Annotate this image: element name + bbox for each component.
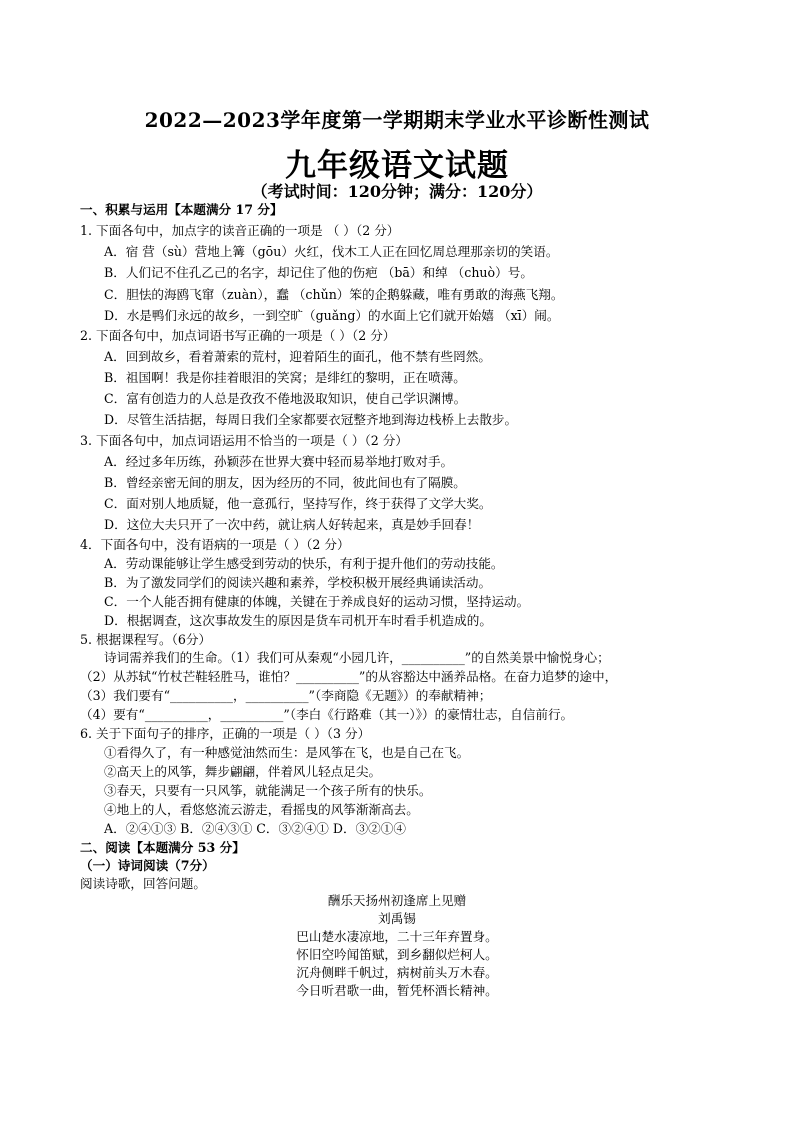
q3-option-d: D．这位大夫只开了一次中药，就让病人好转起来，真是妙手回春！: [104, 517, 480, 532]
q6-options: A．②④①③ B．②④③① C．③②④① D．③②①④: [104, 821, 406, 836]
q4-stem: 4．下面各句中，没有语病的一项是（ ）（2 分）: [80, 537, 350, 552]
q2-stem: 2. 下面各句中，加点词语书写正确的一项是（ ）（2 分）: [80, 328, 396, 343]
q2-option-a: A．回到故乡，看着萧索的荒村，迎着陌生的面孔，他不禁有些罔然。: [104, 349, 491, 364]
q4-option-c: C．一个人能否拥有健康的体魄，关键在于养成良好的运动习惯，坚持运动。: [104, 594, 530, 609]
q2-option-b: B．祖国啊！我是你挂着眼泪的笑窝；是绯红的黎明，正在喷薄。: [104, 370, 466, 385]
exam-time-score: （考试时间：120分钟；满分：120分）: [251, 182, 543, 201]
q6-sentence-1: ①看得久了，有一种感觉油然而生：是风筝在飞，也是自己在飞。: [104, 745, 470, 760]
poem-author: 刘禹锡: [378, 911, 416, 926]
reading-instruction: 阅读诗歌，回答问题。: [80, 876, 206, 891]
q2-option-d: D．尽管生活拮据，每周日我们全家都要衣冠整齐地到海边栈桥上去散步。: [104, 412, 518, 427]
poem-line: 沉舟侧畔千帆过，病树前头万木春。: [296, 965, 498, 980]
q3-option-b: B．曾经亲密无间的朋友，因为经历的不同，彼此间也有了隔膜。: [104, 475, 466, 490]
q4-option-a: A．劳动课能够让学生感受到劳动的快乐，有利于提升他们的劳动技能。: [104, 556, 504, 571]
q2-option-c: C．富有创造力的人总是孜孜不倦地汲取知识，使自己学识渊博。: [104, 391, 467, 406]
poem-title: 酬乐天扬州初逢席上见赠: [327, 893, 467, 908]
exam-title: 九年级语文试题: [285, 148, 509, 184]
poem-line: 怀旧空吟闻笛赋，到乡翻似烂柯人。: [296, 947, 498, 962]
poem-line: 巴山楚水凄凉地，二十三年弃置身。: [296, 929, 498, 944]
q5-line-2: （2）从苏轼“竹杖芒鞋轻胜马，谁怕？__________”的从容豁达中涵养品格。在奋力追梦的途中，: [80, 669, 618, 684]
q1-option-b: B．人们记不住孔乙己的名字，却记住了他的伤疤 （bā）和绰 （chuò）号。: [104, 265, 533, 280]
q1-stem: 1. 下面各句中，加点字的读音正确的一项是 （ ）（2 分）: [80, 223, 400, 238]
section2-title: 二、阅读【本题满分 53 分】: [80, 840, 245, 855]
q6-sentence-3: ③春天，只要有一只风筝，就能满足一个孩子所有的快乐。: [104, 783, 432, 798]
q5-stem: 5. 根据课程写。（6分）: [80, 632, 212, 647]
section1-title: 一、积累与运用【本题满分 17 分】: [80, 202, 283, 217]
q3-option-a: A．经过多年历练，孙颖莎在世界大赛中轻而易举地打败对手。: [104, 454, 454, 469]
exam-header-term: 2022—2023学年度第一学期期末学业水平诊断性测试: [144, 108, 650, 132]
q3-stem: 3. 下面各句中，加点词语运用不恰当的一项是（ ）（2 分）: [80, 433, 408, 448]
q3-option-c: C．面对别人地质疑，他一意孤行，坚持写作，终于获得了文学大奖。: [104, 496, 492, 511]
q1-option-c: C．胆怯的海鸥飞窜（zuàn），蠢 （chǔn）笨的企鹅躲藏，唯有勇敢的海燕飞翔。: [104, 287, 564, 302]
q1-option-d: D．水是鸭们永远的故乡，一到空旷（guǎng）的水面上它们就开始嬉 （xī）闹。: [104, 308, 560, 323]
q4-option-d: D．根据调查，这次事故发生的原因是货车司机开车时看手机造成的。: [104, 613, 492, 628]
q5-line-4: （4）要有“__________，__________”（李白《行路难（其一）》）的豪情壮志，自信前行。: [80, 707, 574, 722]
q6-sentence-2: ②高天上的风筝，舞步翩翩，伴着风儿轻点足尖。: [104, 764, 382, 779]
q4-option-b: B．为了激发同学们的阅读兴趣和素养，学校积极开展经典诵读活动。: [104, 575, 492, 590]
q6-sentence-4: ④地上的人，看悠悠流云游走，看摇曳的风筝渐渐高去。: [104, 802, 419, 817]
q6-stem: 6. 关于下面句子的排序，正确的一项是（ ）（3 分）: [80, 726, 371, 741]
q1-option-a: A．宿 营（sù）营地上篝（gōu）火红，伐木工人正在回忆周总理那亲切的笑语。: [104, 244, 559, 259]
section2-sub1: （一）诗词阅读（7分）: [80, 858, 215, 873]
q5-line-3: （3）我们要有“__________，__________”（李商隐《无题》）的奉献精神；: [80, 688, 492, 703]
poem-line: 今日听君歌一曲，暂凭杯酒长精神。: [296, 983, 498, 998]
q5-line-1: 诗词需养我们的生命。（1）我们可从秦观“小园几许，__________”的自然美景中愉悦身心；: [104, 650, 610, 665]
